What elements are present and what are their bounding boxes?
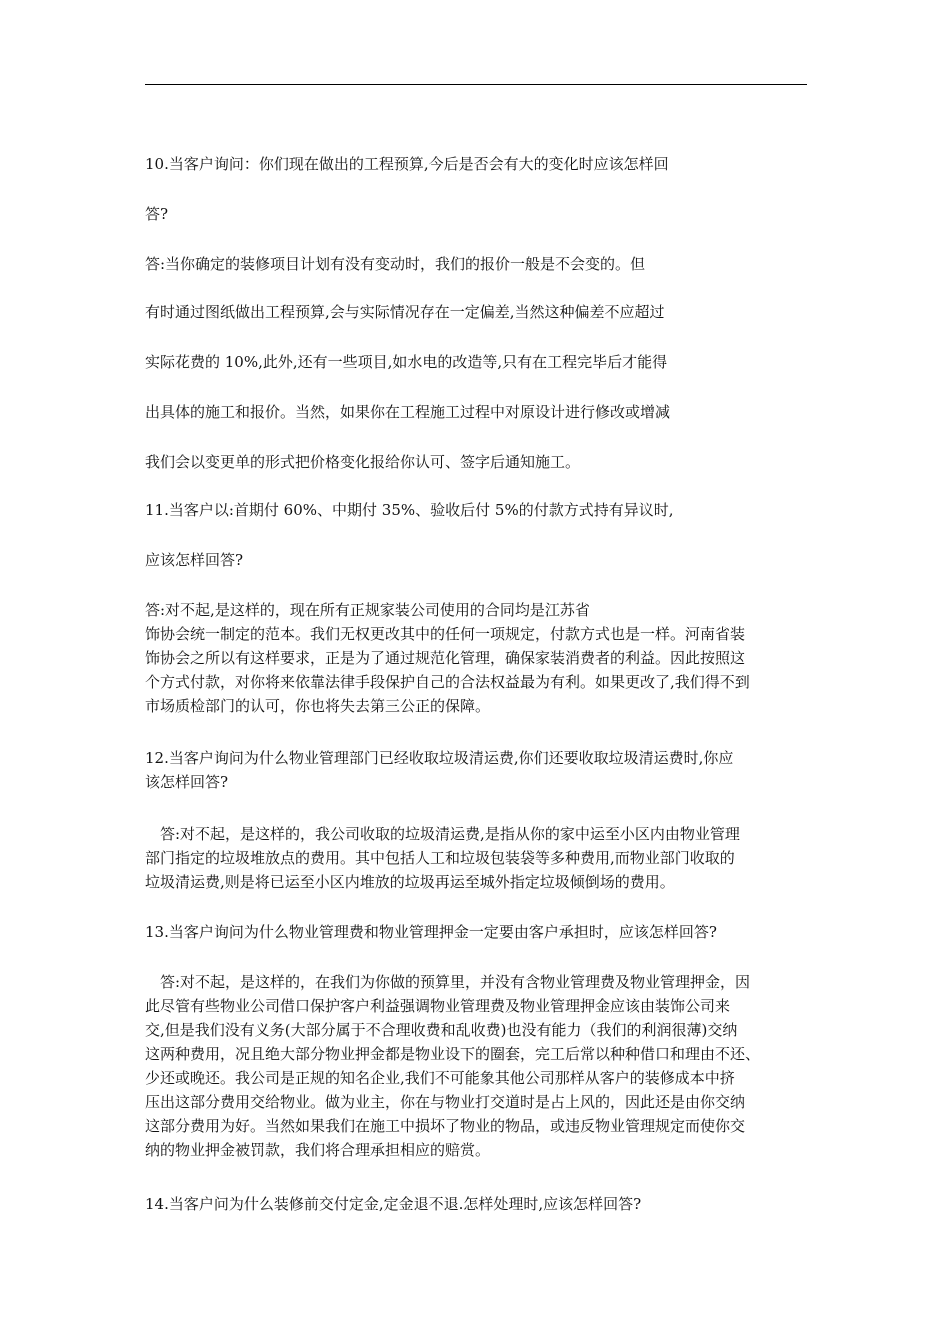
answer-12-line: 答:对不起，是这样的，我公司收取的垃圾清运费,是指从你的家中运至小区内由物业管理	[145, 825, 740, 843]
answer-13-line: 压出这部分费用交给物业。做为业主，你在与物业打交道时是占上风的，因此还是由你交纳	[145, 1093, 746, 1111]
answer-13-line: 这两种费用，况且绝大部分物业押金都是物业设下的圈套，完工后常以种种借口和理由不还、	[145, 1045, 761, 1063]
answer-10-line-2: 有时通过图纸做出工程预算,会与实际情况存在一定偏差,当然这种偏差不应超过	[145, 303, 665, 321]
answer-13-line: 纳的物业押金被罚款，我们将合理承担相应的赔赏。	[145, 1141, 491, 1159]
answer-10-line-3: 实际花费的 10%,此外,还有一些项目,如水电的改造等,只有在工程完毕后才能得	[145, 353, 668, 371]
answer-11-line: 饰协会之所以有这样要求，正是为了通过规范化管理，确保家装消费者的利益。因此按照这	[145, 649, 746, 667]
answer-13-line: 这部分费用为好。当然如果我们在施工中损坏了物业的物品，或违反物业管理规定而使你交	[145, 1117, 746, 1135]
answer-10-line-1: 答:当你确定的装修项目计划有没有变动时，我们的报价一般是不会变的。但	[145, 255, 646, 273]
question-12	[145, 746, 815, 794]
answer-10-line-5: 我们会以变更单的形式把价格变化报给你认可、签字后通知施工。	[145, 453, 581, 471]
answer-12-line: 垃圾清运费,则是将已运至小区内堆放的垃圾再运至城外指定垃圾倾倒场的费用。	[145, 873, 675, 891]
question-12-line: 该怎样回答?	[145, 773, 229, 791]
question-11-line-2: 应该怎样回答?	[145, 551, 244, 569]
answer-11-line: 饰协会统一制定的范本。我们无权更改其中的任何一项规定，付款方式也是一样。河南省装	[145, 625, 746, 643]
question-13: 13.当客户询问为什么物业管理费和物业管理押金一定要由客户承担时，应该怎样回答?	[145, 923, 717, 941]
question-14: 14.当客户问为什么装修前交付定金,定金退不退.怎样处理时,应该怎样回答?	[145, 1195, 642, 1213]
answer-11-line: 市场质检部门的认可，你也将失去第三公正的保障。	[145, 697, 491, 715]
answer-13-line: 交,但是我们没有义务(大部分属于不合理收费和乱收费)也没有能力（我们的利润很薄)交纳	[145, 1021, 738, 1039]
question-12-line: 12.当客户询问为什么物业管理部门已经收取垃圾清运费,你们还要收取垃圾清运费时,你应	[145, 749, 734, 767]
answer-11-line: 答:对不起,是这样的，现在所有正规家装公司使用的合同均是江苏省	[145, 601, 590, 619]
answer-13-line: 少还或晚还。我公司是正规的知名企业,我们不可能象其他公司那样从客户的装修成本中挤	[145, 1069, 735, 1087]
answer-12	[145, 822, 815, 894]
answer-13-line: 此尽管有些物业公司借口保护客户利益强调物业管理费及物业管理押金应该由装饰公司来	[145, 997, 731, 1015]
question-10-line-2: 答?	[145, 205, 169, 223]
answer-11	[145, 598, 815, 718]
answer-12-line: 部门指定的垃圾堆放点的费用。其中包括人工和垃圾包装袋等多种费用,而物业部门收取的	[145, 849, 735, 867]
header-rule	[145, 84, 807, 85]
answer-13	[145, 970, 815, 1162]
question-11-line-1: 11.当客户以:首期付 60%、中期付 35%、验收后付 5%的付款方式持有异议时,	[145, 501, 674, 519]
answer-11-line: 个方式付款，对你将来依靠法律手段保护自己的合法权益最为有利。如果更改了,我们得不到	[145, 673, 750, 691]
question-10-line-1: 10.当客户询问：你们现在做出的工程预算,今后是否会有大的变化时应该怎样回	[145, 155, 669, 173]
answer-10-line-4: 出具体的施工和报价。当然，如果你在工程施工过程中对原设计进行修改或增减	[145, 403, 671, 421]
answer-13-line: 答:对不起，是这样的，在我们为你做的预算里，并没有含物业管理费及物业管理押金，因	[145, 973, 751, 991]
